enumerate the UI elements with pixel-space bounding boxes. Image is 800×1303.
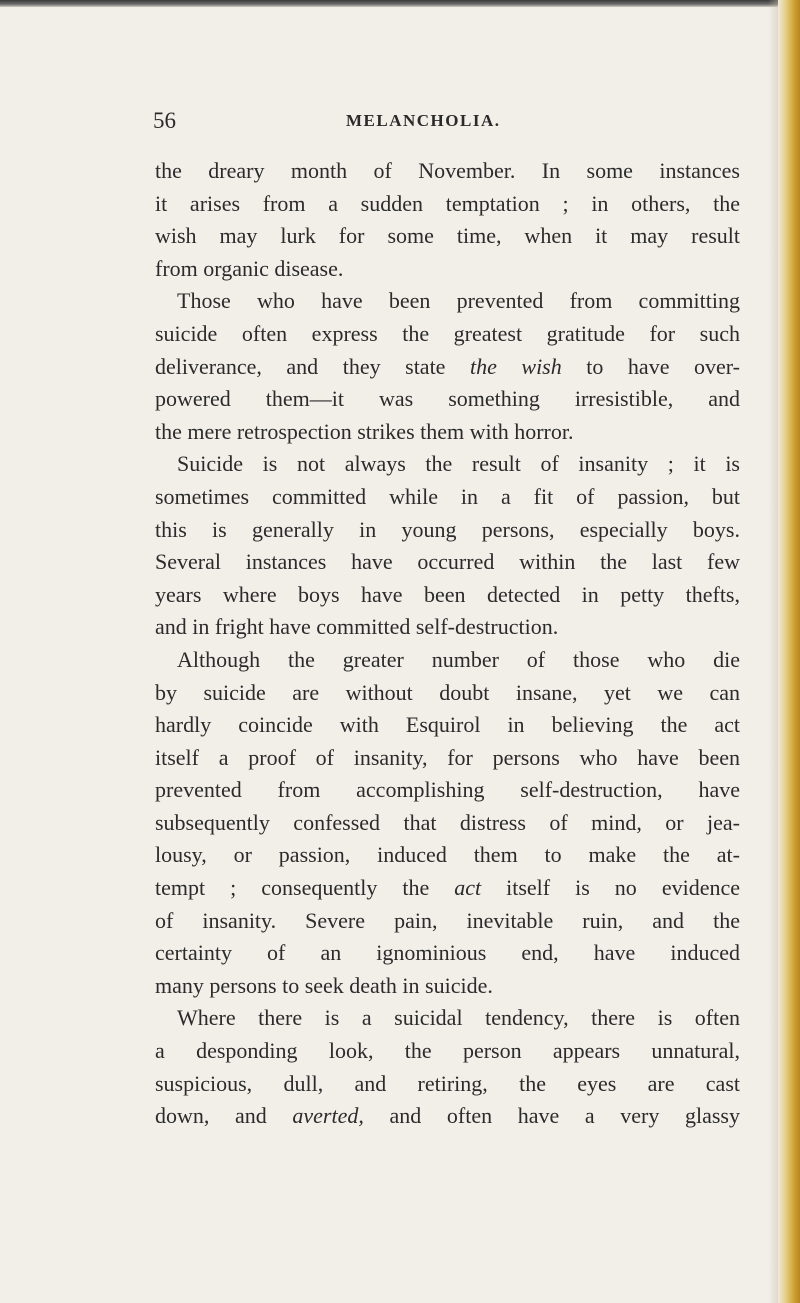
body-text	[155, 155, 740, 1133]
text-line: Although the greater number of those who die	[177, 646, 740, 672]
text-line: it arises from a sudden temptation ; in others, the	[155, 190, 740, 216]
text-line: Suicide is not always the result of insanity ; it is	[177, 451, 740, 477]
text-line: certainty of an ignominious end, have induced	[155, 940, 740, 966]
text-line	[155, 351, 740, 384]
page-number: 56	[153, 108, 176, 133]
text-line: itself a proof of insanity, for persons who have been	[155, 744, 740, 770]
text-line: from organic disease.	[155, 255, 344, 281]
text-line: powered them—it was something irresistible, and	[155, 386, 740, 412]
text-line: Several instances have occurred within the last few	[155, 549, 740, 575]
text-segment: itself is no evidence	[481, 875, 740, 901]
text-line: sometimes committed while in a fit of passion, but	[155, 483, 740, 509]
text-line: and in fright have committed self-destruction.	[155, 614, 559, 640]
text-line: many persons to seek death in suicide.	[155, 972, 493, 998]
text-line: Where there is a suicidal tendency, there is often	[177, 1005, 740, 1031]
italic-text: act	[454, 875, 482, 901]
text-segment: and often have a very glassy	[363, 1103, 740, 1129]
text-line: this is generally in young persons, especially boys.	[155, 516, 740, 542]
text-segment: deliverance, and they state	[155, 353, 470, 379]
running-head: MELANCHOLIA.	[346, 111, 501, 130]
text-line: the dreary month of November. In some instances	[155, 158, 740, 183]
text-segment: to have over-	[561, 353, 740, 379]
text-line	[155, 872, 740, 905]
page-header	[153, 108, 738, 138]
text-line: subsequently confessed that distress of mind, or jea-	[155, 809, 740, 835]
text-line: prevented from accomplishing self-destruction, have	[155, 777, 740, 803]
text-line: hardly coincide with Esquirol in believing the act	[155, 712, 740, 738]
text-line: by suicide are without doubt insane, yet we can	[155, 679, 740, 705]
text-segment: tempt ; consequently the	[155, 875, 455, 901]
text-line: the mere retrospection strikes them with horror.	[155, 418, 574, 444]
text-line: lousy, or passion, induced them to make the at-	[155, 842, 740, 868]
italic-text: averted,	[292, 1103, 364, 1129]
text-line: wish may lurk for some time, when it may result	[155, 223, 740, 249]
text-line: of insanity. Severe pain, inevitable ruin, and the	[155, 907, 740, 933]
page-top-edge	[0, 0, 800, 7]
text-segment: down, and	[155, 1103, 293, 1129]
book-spine-edge	[778, 0, 800, 1303]
text-line: suicide often express the greatest gratitude for such	[155, 320, 740, 346]
gutter-shadow	[768, 0, 778, 1303]
text-line: suspicious, dull, and retiring, the eyes are cast	[155, 1070, 740, 1096]
text-line: Those who have been prevented from committing	[177, 288, 740, 314]
text-line: years where boys have been detected in petty thefts,	[155, 581, 740, 607]
italic-text: the wish	[469, 353, 562, 379]
text-line	[155, 1100, 740, 1133]
text-line: a desponding look, the person appears unnatural,	[155, 1038, 740, 1064]
